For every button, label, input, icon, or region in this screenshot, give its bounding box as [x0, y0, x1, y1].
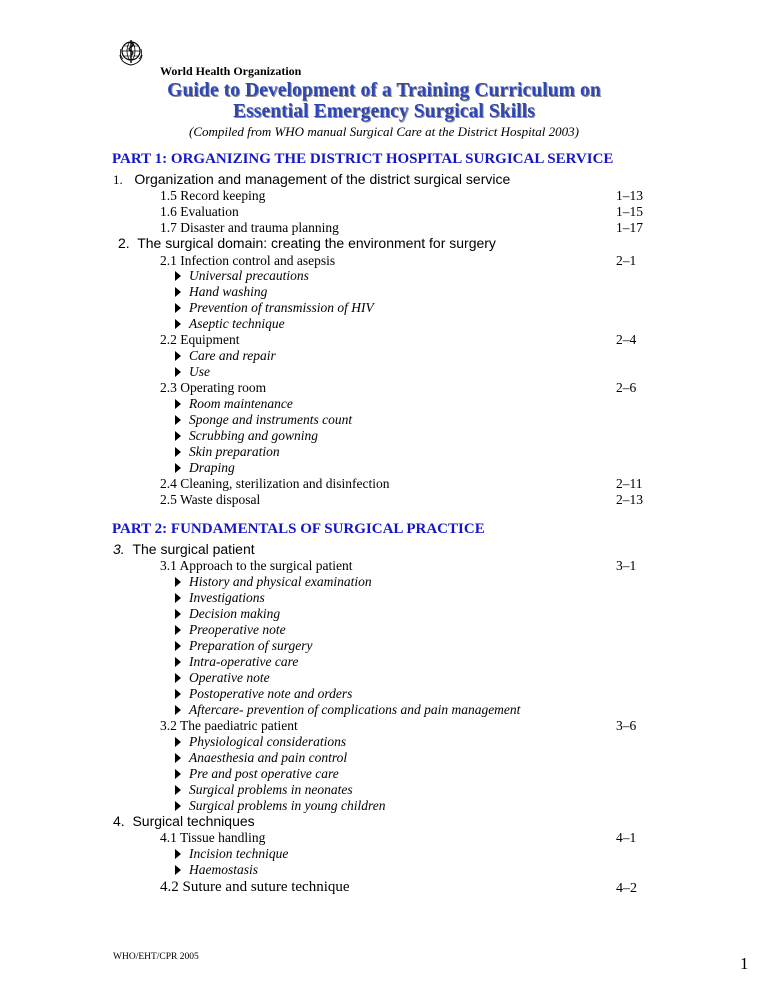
- bullet-item: Aftercare- prevention of complications and pain management: [175, 702, 520, 718]
- bullet-item: Scrubbing and gowning: [175, 428, 318, 444]
- toc-item: 4.1 Tissue handling: [160, 830, 266, 845]
- bullet-item: Surgical problems in neonates: [175, 782, 353, 798]
- toc-page: 2–4: [616, 332, 637, 347]
- toc-item: 2.2 Equipment: [160, 332, 240, 347]
- bullet-item: Prevention of transmission of HIV: [175, 300, 374, 316]
- toc-item: 2.1 Infection control and asepsis: [160, 253, 336, 268]
- part1-heading: PART 1: ORGANIZING THE DISTRICT HOSPITAL SURGICAL SERVICE: [112, 151, 614, 167]
- bullet-item: Universal precautions: [175, 268, 309, 284]
- bullet-item: Investigations: [175, 590, 265, 606]
- toc-item: 1.6 Evaluation: [160, 204, 239, 219]
- bullet-item: Sponge and instruments count: [175, 412, 352, 428]
- toc-item: 4.2 Suture and suture technique: [160, 879, 350, 895]
- toc-page: 1–15: [616, 204, 643, 219]
- page-number: 1: [740, 954, 749, 973]
- bullet-item: Preparation of surgery: [175, 638, 313, 654]
- bullet-item: Preoperative note: [175, 622, 286, 638]
- document-subtitle: (Compiled from WHO manual Surgical Care at the District Hospital 2003): [189, 124, 579, 139]
- bullet-item: Physiological considerations: [175, 734, 346, 750]
- toc-item: 1.5 Record keeping: [160, 188, 266, 203]
- organization-name: World Health Organization: [160, 64, 302, 78]
- bullet-item: Skin preparation: [175, 444, 280, 460]
- bullet-item: History and physical examination: [175, 574, 372, 590]
- bullet-item: Incision technique: [175, 846, 288, 862]
- section-4-title: 4. Surgical techniques: [113, 813, 255, 829]
- bullet-item: Anaesthesia and pain control: [175, 750, 347, 766]
- toc-page: 4–2: [616, 881, 637, 896]
- bullet-item: Use: [175, 364, 210, 380]
- bullet-item: Pre and post operative care: [175, 766, 339, 782]
- toc-page: 2–13: [616, 492, 643, 507]
- bullet-item: Surgical problems in young children: [175, 798, 385, 814]
- toc-item: 2.3 Operating room: [160, 380, 267, 395]
- toc-page: 1–13: [616, 188, 643, 203]
- toc-item: 3.2 The paediatric patient: [160, 718, 298, 733]
- toc-page: 3–1: [616, 558, 637, 573]
- toc-page: 4–1: [616, 830, 637, 845]
- toc-item: 2.4 Cleaning, sterilization and disinfection: [160, 476, 390, 491]
- bullet-item: Room maintenance: [175, 396, 293, 412]
- bullet-item: Intra-operative care: [175, 654, 298, 670]
- section-1-title: 1. Organization and management of the district surgical service: [113, 171, 511, 187]
- toc-page: 3–6: [616, 718, 637, 733]
- toc-page: 2–1: [616, 253, 637, 268]
- document-title-line2: Essential Emergency Surgical Skills: [233, 101, 535, 122]
- toc-page: 2–11: [616, 476, 643, 491]
- bullet-item: Draping: [175, 460, 235, 476]
- section-3-title: 3. The surgical patient: [113, 541, 255, 557]
- bullet-item: Aseptic technique: [175, 316, 285, 332]
- toc-item: 3.1 Approach to the surgical patient: [160, 558, 353, 573]
- toc-page: 2–6: [616, 380, 637, 395]
- toc-item: 1.7 Disaster and trauma planning: [160, 220, 339, 235]
- bullet-item: Care and repair: [175, 348, 276, 364]
- part2-heading: PART 2: FUNDAMENTALS OF SURGICAL PRACTICE: [112, 521, 485, 537]
- toc-item: 2.5 Waste disposal: [160, 492, 261, 507]
- bullet-item: Postoperative note and orders: [175, 686, 352, 702]
- bullet-item: Haemostasis: [175, 862, 258, 878]
- bullet-item: Operative note: [175, 670, 270, 686]
- section-2-title: 2. The surgical domain: creating the environment for surgery: [118, 235, 496, 251]
- bullet-item: Decision making: [175, 606, 280, 622]
- who-emblem-icon: [116, 37, 146, 67]
- document-title-line1: Guide to Development of a Training Curriculum on: [167, 80, 601, 101]
- document-code: WHO/EHT/CPR 2005: [113, 952, 199, 962]
- toc-page: 1–17: [616, 220, 643, 235]
- bullet-item: Hand washing: [175, 284, 267, 300]
